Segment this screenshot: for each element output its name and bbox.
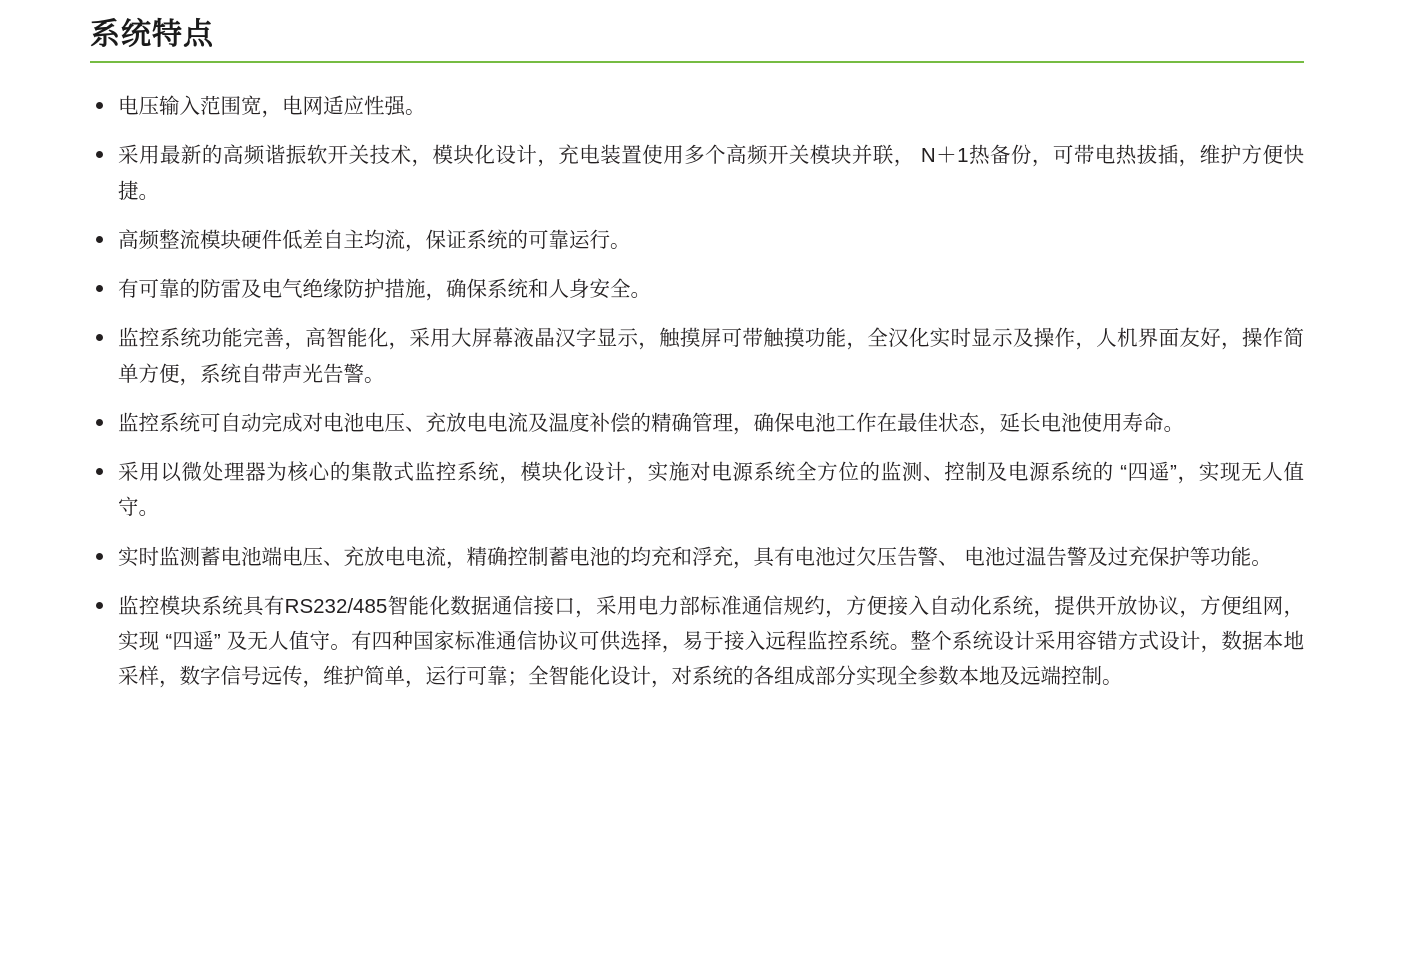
list-item-text: 电压输入范围宽，电网适应性强。 <box>118 95 426 118</box>
list-item-text: 实时监测蓄电池端电压、充放电电流，精确控制蓄电池的均充和浮充，具有电池过欠压告警、 电池过温告警及过充保护等功能。 <box>118 545 1272 569</box>
title-block <box>90 18 1304 63</box>
list-item <box>90 589 1304 695</box>
bullet-icon <box>96 151 103 158</box>
bullet-icon <box>96 285 103 292</box>
list-item-text: 有可靠的防雷及电气绝缘防护措施，确保系统和人身安全。 <box>118 278 651 301</box>
list-item-text: 高频整流模块硬件低差自主均流，保证系统的可靠运行。 <box>118 228 631 252</box>
list-item <box>90 223 1304 258</box>
list-item <box>90 89 1304 124</box>
list-item-text: 采用最新的高频谐振软开关技术，模块化设计，充电装置使用多个高频开关模块并联， N＋1热备份，可带电热拔插，维护方便快捷。 <box>118 144 1304 203</box>
feature-list <box>90 89 1304 695</box>
list-item <box>90 321 1304 392</box>
page-title: 系统特点 <box>90 18 214 51</box>
list-item-text: 采用以微处理器为核心的集散式监控系统，模块化设计，实施对电源系统全方位的监测、控制及电源系统的 “四遥”，实现无人值守。 <box>118 461 1304 520</box>
list-item-text: 监控模块系统具有RS232/485智能化数据通信接口，采用电力部标准通信规约，方便接入自动化系统，提供开放协议，方便组网，实现 “四遥” 及无人值守。有四种国家标准通信协议可供选择，易于接入远程监控系统。整个系统设计采用容错方式设计，数据本地采样，数字信号远传，维护简单，运行可靠；全智能化设计，对系统的各组成部分实现全参数本地及远端控制。 <box>118 594 1304 689</box>
bullet-icon <box>96 553 103 560</box>
bullet-icon <box>96 602 103 609</box>
list-item <box>90 455 1304 526</box>
bullet-icon <box>96 334 103 341</box>
list-item-text: 监控系统功能完善，高智能化，采用大屏幕液晶汉字显示，触摸屏可带触摸功能，全汉化实时显示及操作，人机界面友好，操作简单方便，系统自带声光告警。 <box>118 327 1304 386</box>
list-item <box>90 138 1304 209</box>
bullet-icon <box>96 236 103 243</box>
list-item <box>90 272 1304 307</box>
bullet-icon <box>96 102 103 109</box>
bullet-icon <box>96 419 103 426</box>
list-item-text: 监控系统可自动完成对电池电压、充放电电流及温度补偿的精确管理，确保电池工作在最佳状态，延长电池使用寿命。 <box>118 411 1184 435</box>
list-item <box>90 406 1304 441</box>
list-item <box>90 540 1304 575</box>
bullet-icon <box>96 468 103 475</box>
